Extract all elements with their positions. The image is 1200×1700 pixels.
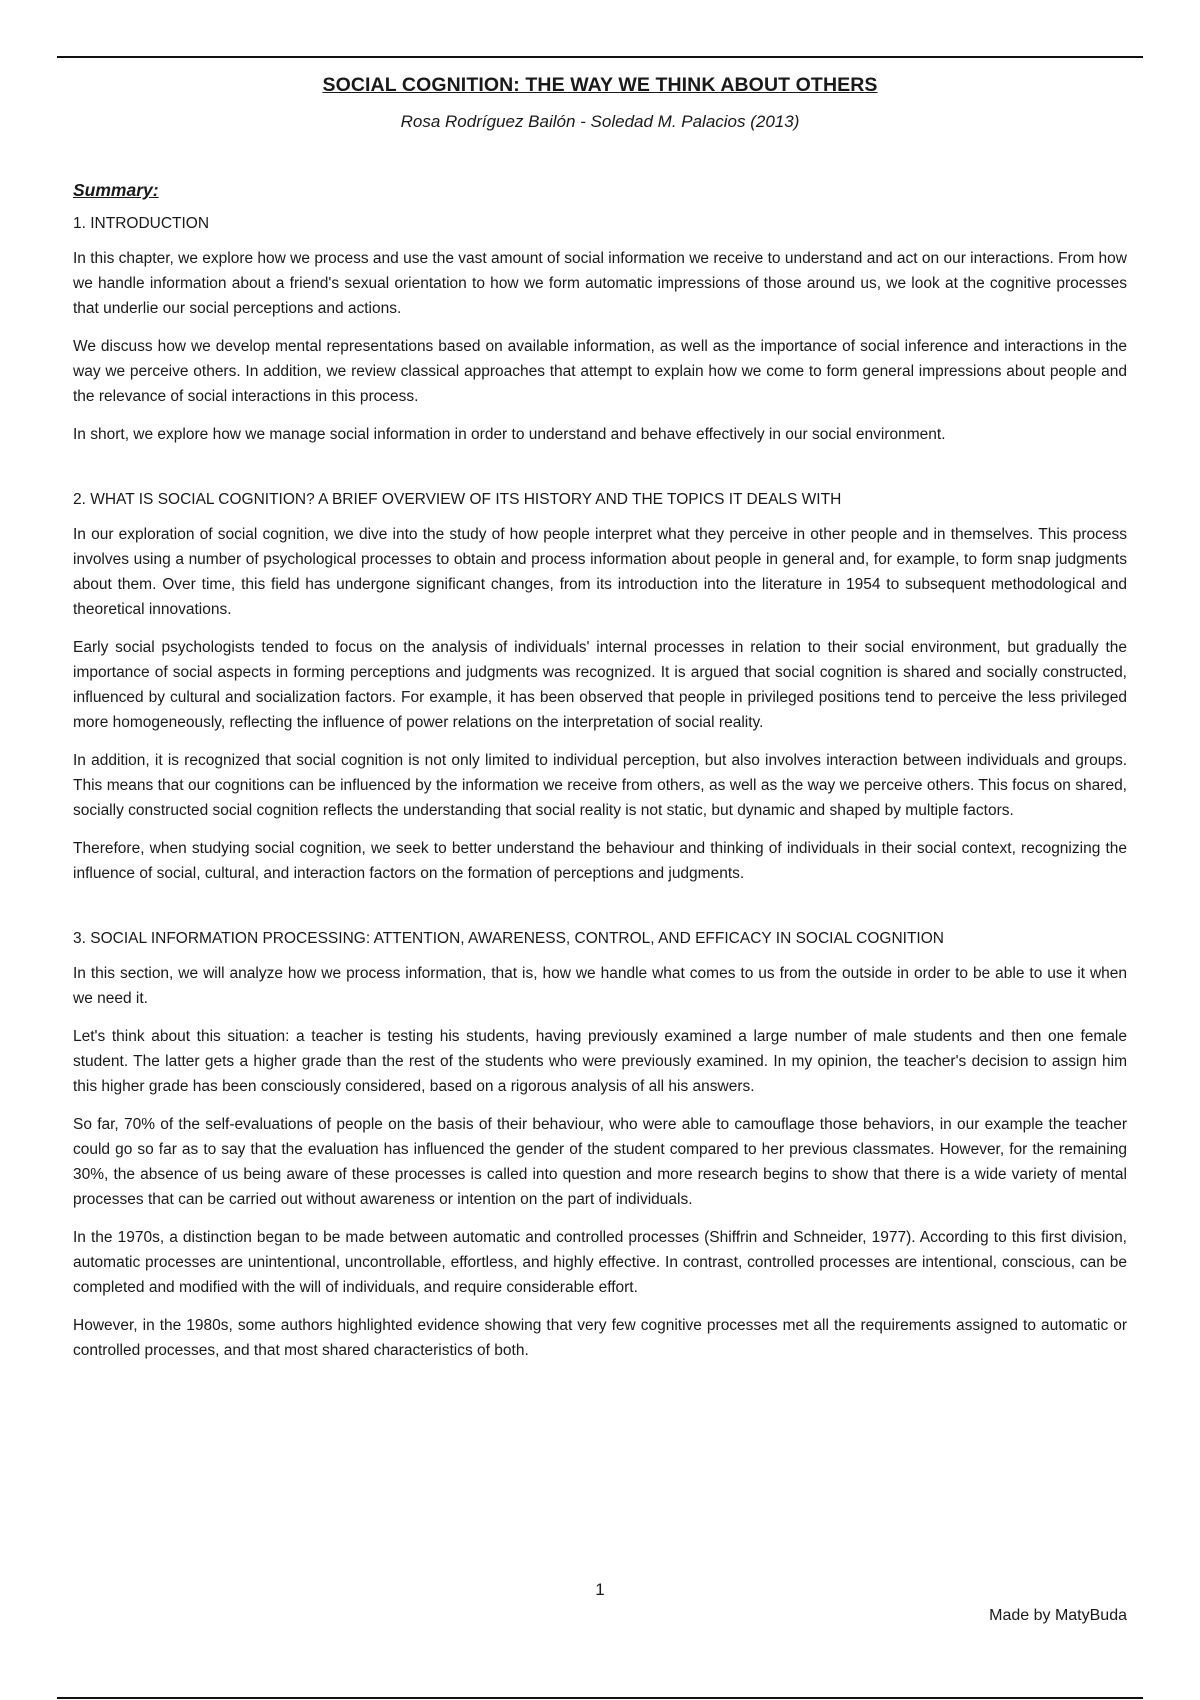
document-page — [73, 74, 1127, 1376]
top-rule — [57, 56, 1143, 58]
summary-label: Summary: — [73, 180, 159, 200]
paragraph: In this chapter, we explore how we process and use the vast amount of social information we receive to understand and act on our interactions. From how we handle information about a friend's sexual orientation to how we form automatic impressions of those around us, we look at the cognitive processes that underlie our social perceptions and actions. — [73, 250, 1127, 317]
paragraph: So far, 70% of the self-evaluations of people on the basis of their behaviour, who were able to camouflage those behaviors, in our example the teacher could go so far as to say that the evaluation has influenced the gender of the student compared to her previous classmates. However, for the remaining 30%, the absence of us being aware of these processes is called into question and more research begins to show that there is a wide variety of mental processes that can be carried out without awareness or intention on the part of individuals. — [73, 1116, 1127, 1208]
paragraph: In our exploration of social cognition, we dive into the study of how people interpret what they perceive in other people and in themselves. This process involves using a number of psychological processes to obtain and process information about people in general and, for example, to form snap judgments about them. Over time, this field has undergone significant changes, from its introduction into the literature in 1954 to subsequent methodological and theoretical innovations. — [73, 526, 1127, 618]
section-social-information-processing — [73, 930, 1127, 1363]
section-introduction — [73, 215, 1127, 447]
document-title: SOCIAL COGNITION: THE WAY WE THINK ABOUT OTHERS — [322, 74, 878, 96]
page-number: 1 — [595, 1580, 605, 1599]
bottom-rule — [57, 1697, 1143, 1699]
paragraph: We discuss how we develop mental representations based on available information, as well as the importance of social inference and interactions in the way we perceive others. In addition, we review classical approaches that attempt to explain how we come to form general impressions about people and the relevance of social interactions in this process. — [73, 338, 1127, 405]
footer-credit: Made by MatyBuda — [989, 1607, 1127, 1624]
section-heading: 2. WHAT IS SOCIAL COGNITION? A BRIEF OVERVIEW OF ITS HISTORY AND THE TOPICS IT DEALS WITH — [73, 491, 842, 508]
paragraph: In the 1970s, a distinction began to be made between automatic and controlled processes (Shiffrin and Schneider, 1977). According to this first division, automatic processes are unintentional, uncontrollable, effortless, and highly effective. In contrast, controlled processes are intentional, conscious, can be completed and modified with the will of individuals, and require considerable effort. — [73, 1229, 1127, 1296]
paragraph: However, in the 1980s, some authors highlighted evidence showing that very few cognitive processes met all the requirements assigned to automatic or controlled processes, and that most shared characteristics of both. — [73, 1317, 1127, 1359]
paragraph: Let's think about this situation: a teacher is testing his students, having previously examined a large number of male students and then one female student. The latter gets a higher grade than the rest of the students who were previously examined. In my opinion, the teacher's decision to assign him this higher grade has been consciously considered, based on a rigorous analysis of all his answers. — [73, 1028, 1127, 1095]
paragraph: Early social psychologists tended to focus on the analysis of individuals' internal processes in relation to their social environment, but gradually the importance of social aspects in forming perceptions and judgments was recognized. It is argued that social cognition is shared and socially constructed, influenced by cultural and socialization factors. For example, it has been observed that people in privileged positions tend to perceive the less privileged more homogeneously, reflecting the influence of power relations on the interpretation of social reality. — [73, 639, 1127, 731]
paragraph: Therefore, when studying social cognition, we seek to better understand the behaviour and thinking of individuals in their social context, recognizing the influence of social, cultural, and interaction factors on the formation of perceptions and judgments. — [73, 840, 1127, 882]
paragraph: In this section, we will analyze how we process information, that is, how we handle what comes to us from the outside in order to be able to use it when we need it. — [73, 965, 1127, 1007]
section-what-is-social-cognition — [73, 491, 1127, 886]
paragraph: In short, we explore how we manage social information in order to understand and behave effectively in our social environment. — [73, 426, 946, 443]
section-heading: 1. INTRODUCTION — [73, 215, 210, 232]
document-authors: Rosa Rodríguez Bailón - Soledad M. Palacios (2013) — [400, 112, 800, 131]
section-heading: 3. SOCIAL INFORMATION PROCESSING: ATTENTION, AWARENESS, CONTROL, AND EFFICACY IN SOCIAL COGNITION — [73, 930, 944, 947]
paragraph: In addition, it is recognized that social cognition is not only limited to individual perception, but also involves interaction between individuals and groups. This means that our cognitions can be influenced by the information we receive from others, as well as the way we perceive others. This focus on shared, socially constructed social cognition reflects the understanding that social reality is not static, but dynamic and shaped by multiple factors. — [73, 752, 1127, 819]
